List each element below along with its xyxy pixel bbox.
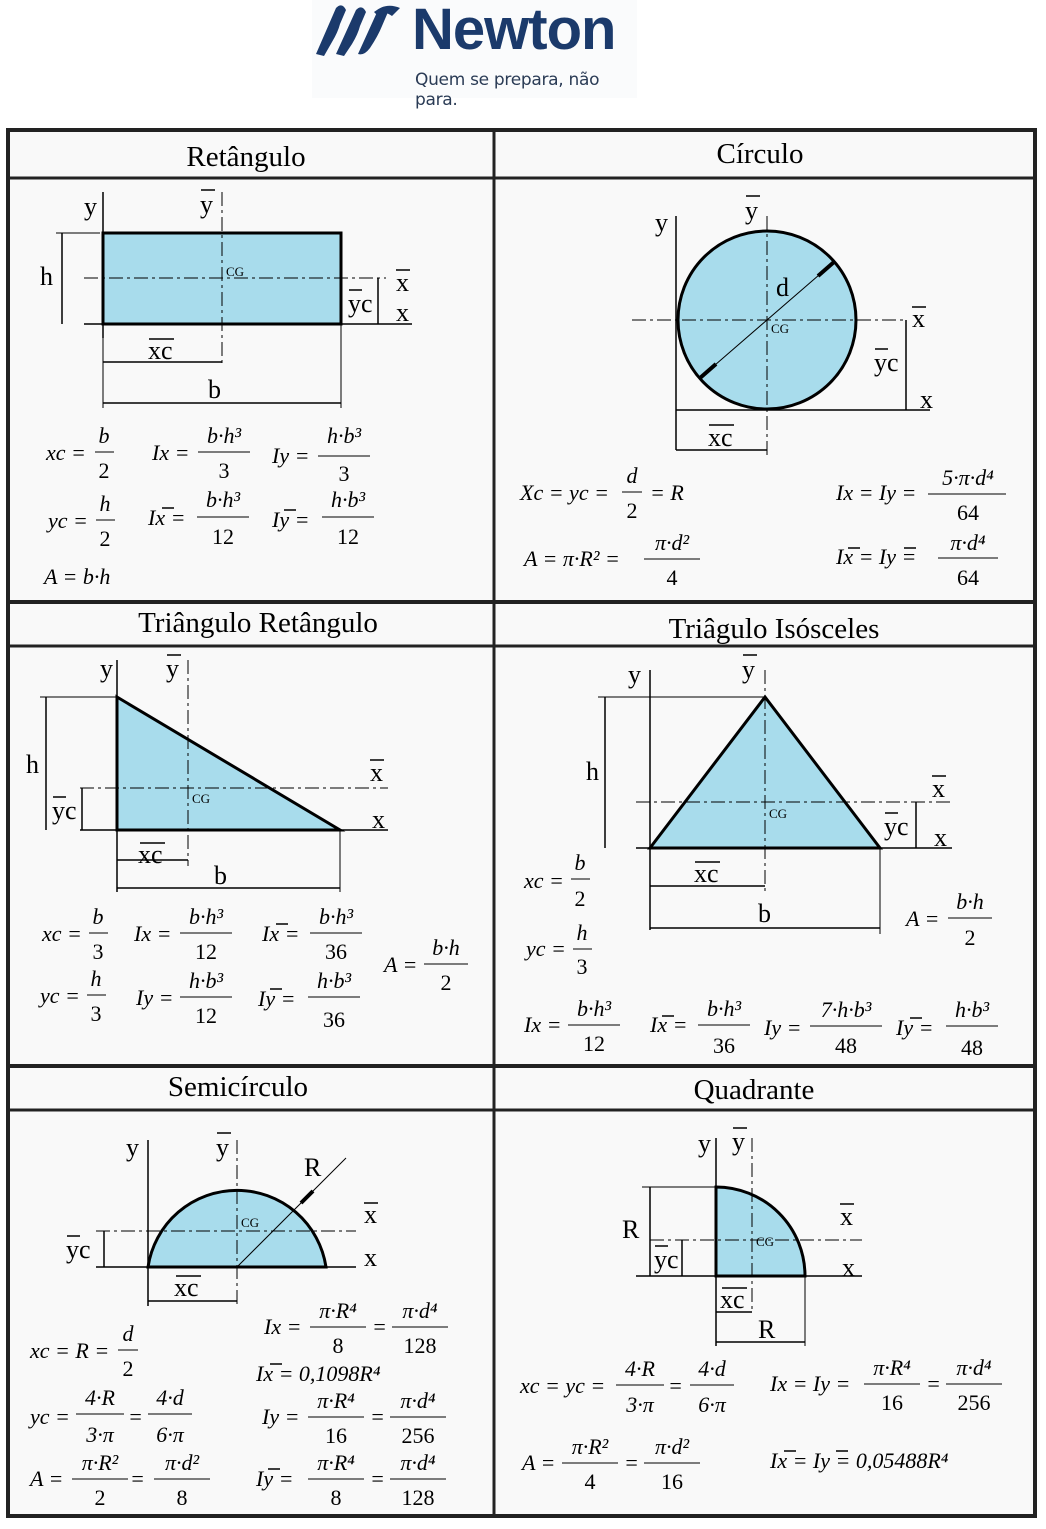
formula-text: π·R² — [571, 1434, 609, 1459]
formula-text: b·h³ — [706, 996, 742, 1021]
formula-text: Iy = — [764, 1015, 802, 1040]
formula-text: R — [758, 1315, 776, 1344]
label-xbar: x — [396, 268, 409, 297]
formula-text: A = π·R² = — [524, 546, 620, 571]
formula-text: 4·d — [156, 1385, 184, 1410]
formula-text: Ix = — [148, 505, 186, 530]
formula-text: y — [655, 208, 668, 237]
title-triangulo-retangulo: Triângulo Retângulo — [138, 607, 378, 639]
formula-text: Iy = — [262, 1404, 300, 1429]
formula-text: 64 — [957, 565, 979, 590]
formula-text: CG — [241, 1215, 260, 1230]
formula-text: xc — [174, 1273, 199, 1302]
formula-text: h — [26, 750, 39, 779]
formula-text: h·b³ — [316, 968, 352, 993]
formula-text: 2 — [626, 498, 638, 523]
formula-text: CG — [756, 1234, 775, 1249]
formula-text: 12 — [212, 524, 234, 549]
formula-text: π·d⁴ — [402, 1298, 438, 1323]
formula-text: h — [90, 966, 102, 991]
formula-text: 12 — [583, 1031, 605, 1056]
title-quadrante: Quadrante — [693, 1074, 815, 1106]
formula-text: Ix = 0,1098R⁴ — [256, 1361, 381, 1386]
formula-text: Ix = — [152, 440, 190, 465]
formula-text: b — [758, 899, 771, 928]
formula-text: Ix = Iy = 0,05488R⁴ — [770, 1448, 949, 1473]
formula-text: Ix = — [650, 1012, 688, 1037]
formula-text: 5·π·d⁴ — [942, 465, 994, 490]
formula-text: x — [912, 304, 925, 333]
formula-text: Ix = Iy = — [836, 544, 917, 569]
formula-text: CG — [771, 321, 790, 336]
formula-text: 36 — [713, 1033, 735, 1058]
formula-text: A = — [522, 1450, 556, 1475]
formula-text: 48 — [961, 1035, 983, 1060]
formula-text: yc — [66, 1235, 91, 1264]
formula-text: x — [372, 805, 385, 834]
formula-text: Iy = — [896, 1015, 934, 1040]
formula-text: A = — [30, 1466, 64, 1491]
title-retangulo: Retângulo — [186, 141, 306, 173]
formula-text: R — [304, 1153, 322, 1182]
formula-text: 2 — [964, 925, 976, 950]
formula-text: 2 — [574, 886, 586, 911]
formula-text: 256 — [957, 1390, 991, 1415]
formula-text: 16 — [661, 1469, 683, 1494]
formula-text: π·d⁴ — [400, 1388, 436, 1413]
formula-text: 2 — [94, 1485, 106, 1510]
formula-text: xc = — [524, 868, 564, 893]
formula-text: 3·π — [86, 1422, 114, 1447]
formula-text: b·h³ — [188, 904, 224, 929]
brand-name: Newton — [412, 0, 616, 62]
formula-text: π·R⁴ — [873, 1355, 911, 1380]
formula-text: xc — [708, 423, 733, 452]
formula-text: 48 — [835, 1033, 857, 1058]
formula-text: 36 — [323, 1007, 345, 1032]
formula-text: 4 — [584, 1469, 596, 1494]
title-circulo: Círculo — [716, 138, 804, 170]
label-b: b — [208, 375, 221, 404]
formula-text: 3 — [92, 939, 104, 964]
formula-text: π·d⁴ — [400, 1450, 436, 1475]
title-semicirculo: Semicírculo — [167, 1071, 309, 1103]
formula-text: π·d² — [654, 1434, 690, 1459]
formula-text: Iy = — [256, 1466, 294, 1491]
formula-text: h — [99, 491, 111, 516]
formula-text: π·d² — [654, 530, 690, 555]
formula-text: y — [126, 1133, 139, 1162]
formula-text: x — [370, 758, 383, 787]
formula-text: Iy = — [136, 985, 174, 1010]
formula-text: Ix = — [262, 921, 300, 946]
formula-text: 3 — [90, 1001, 102, 1026]
formula-text: x — [364, 1243, 377, 1272]
formula-text: Ix = — [134, 921, 172, 946]
formula-text: 7·h·b³ — [820, 997, 872, 1022]
formula-text: 8 — [332, 1333, 344, 1358]
formula-text: yc = — [40, 983, 80, 1008]
formula-text: yc — [654, 1245, 679, 1274]
formula-text: = — [624, 1450, 639, 1475]
formula-text: 4·R — [85, 1385, 115, 1410]
formula-text: 3 — [576, 954, 588, 979]
formula-text: = — [372, 1314, 387, 1339]
formula-text: x — [840, 1202, 853, 1231]
formula-text: yc = — [48, 508, 88, 533]
formula-text: Ix = Iy = — [770, 1371, 851, 1396]
formula-text: 128 — [401, 1485, 435, 1510]
formula-text: = — [370, 1404, 385, 1429]
formula-text: b·h³ — [205, 487, 241, 512]
formula-text: yc — [884, 812, 909, 841]
formula-text: b — [574, 850, 586, 875]
formula-text: x — [920, 385, 933, 414]
formula-text: y — [732, 1127, 745, 1156]
formula-text: 64 — [957, 500, 979, 525]
formula-text: Ix = Iy = — [836, 480, 917, 505]
formula-text: = — [130, 1466, 145, 1491]
formula-text: y — [698, 1129, 711, 1158]
formula-text: Iy = — [272, 507, 310, 532]
formula-text: y — [628, 660, 641, 689]
formula-text: 8 — [330, 1485, 342, 1510]
formula-text: 12 — [337, 524, 359, 549]
formula-text: 3 — [218, 458, 230, 483]
label-yc: yc — [348, 289, 373, 318]
formula-text: b — [92, 904, 104, 929]
formula-text: Xc = yc = — [520, 480, 609, 505]
formula-text: b·h³ — [576, 996, 612, 1021]
formula-text: 2 — [98, 458, 110, 483]
formula-text: π·R² — [81, 1450, 119, 1475]
formula-text: xc = yc = — [520, 1373, 606, 1398]
formula-text: b — [98, 423, 110, 448]
formula-text: Iy = — [272, 443, 310, 468]
formula-text: h·b³ — [954, 997, 990, 1022]
formula-text: xc = — [42, 921, 82, 946]
formula-text: π·R⁴ — [319, 1298, 357, 1323]
formula-text: 128 — [403, 1333, 437, 1358]
formula-text: y — [742, 655, 755, 684]
formula-text: yc — [52, 796, 77, 825]
formula-text: xc — [138, 840, 163, 869]
formula-text: 3·π — [626, 1392, 654, 1417]
label-x: x — [396, 298, 409, 327]
label-cg: CG — [226, 264, 245, 279]
formula-text: d — [776, 273, 789, 302]
formula-text: Iy = — [258, 986, 296, 1011]
formula-text: 2 — [440, 970, 452, 995]
formula-text: yc = — [526, 936, 566, 961]
label-xc: xc — [148, 336, 173, 365]
formula-text: h·b³ — [188, 968, 224, 993]
formula-text: b·h³ — [318, 904, 354, 929]
formula-text: x — [934, 823, 947, 852]
formula-text: 12 — [195, 939, 217, 964]
formula-text: 2 — [99, 526, 111, 551]
formula-text: Ix = — [264, 1314, 302, 1339]
formula-text: h — [576, 920, 588, 945]
formula-text: yc = — [30, 1404, 70, 1429]
formula-text: x — [932, 774, 945, 803]
formula-text: b·h — [432, 935, 460, 960]
formula-text: 16 — [325, 1423, 347, 1448]
formula-text: 36 — [325, 939, 347, 964]
formula-text: CG — [769, 806, 788, 821]
formula-text: 4·R — [625, 1356, 655, 1381]
formula-text: 4 — [666, 565, 678, 590]
formula-text: b·h³ — [206, 423, 242, 448]
label-ybar: y — [200, 190, 213, 219]
formula-text: yc — [874, 348, 899, 377]
formula-text: xc — [720, 1285, 745, 1314]
formula-text: 6·π — [156, 1422, 184, 1447]
formula-text: 4·d — [698, 1356, 726, 1381]
formula-text: A = b·h — [44, 564, 111, 589]
formula-text: A = — [384, 952, 418, 977]
formula-text: h·b³ — [330, 487, 366, 512]
formula-text: = R — [650, 480, 684, 505]
formula-text: 2 — [122, 1356, 134, 1381]
formula-text: π·d⁴ — [956, 1355, 992, 1380]
formula-text: y — [166, 654, 179, 683]
formula-text: = — [926, 1371, 941, 1396]
formula-text: CG — [192, 791, 211, 806]
formula-text: d — [122, 1321, 134, 1346]
formula-text: y — [100, 654, 113, 683]
formula-text: x — [364, 1200, 377, 1229]
formula-text: y — [216, 1133, 229, 1162]
formula-text: π·R⁴ — [317, 1388, 355, 1413]
formula-text: R — [622, 1215, 640, 1244]
formula-text: xc = R = — [30, 1338, 110, 1363]
formula-text: 12 — [195, 1003, 217, 1028]
formula-text: b — [214, 861, 227, 890]
formula-text: A = — [906, 906, 940, 931]
formula-text: π·R⁴ — [317, 1450, 355, 1475]
formula-text: π·d² — [164, 1450, 200, 1475]
formula-text: = — [128, 1404, 143, 1429]
formula-text: 6·π — [698, 1392, 726, 1417]
formula-text: h — [586, 757, 599, 786]
label-y: y — [84, 192, 97, 221]
formula-text: d — [626, 463, 638, 488]
formula-text: xc = — [46, 440, 86, 465]
formula-text: π·d⁴ — [950, 530, 986, 555]
title-triangulo-isosceles: Triâgulo Isósceles — [668, 613, 880, 645]
formula-text: 8 — [176, 1485, 188, 1510]
brand-tagline: Quem se prepara, não para. — [415, 70, 600, 110]
formula-text: 16 — [881, 1390, 903, 1415]
formula-text: = — [370, 1466, 385, 1491]
formula-text: y — [745, 196, 758, 225]
label-h: h — [40, 262, 53, 291]
formula-text: x — [842, 1253, 855, 1282]
formula-text: b·h — [956, 889, 984, 914]
formula-text: = — [668, 1373, 683, 1398]
formula-text: 3 — [338, 461, 350, 486]
formula-text: xc — [694, 859, 719, 888]
formula-text: 256 — [401, 1423, 435, 1448]
formula-text: h·b³ — [326, 423, 362, 448]
formula-text: Ix = — [524, 1012, 562, 1037]
